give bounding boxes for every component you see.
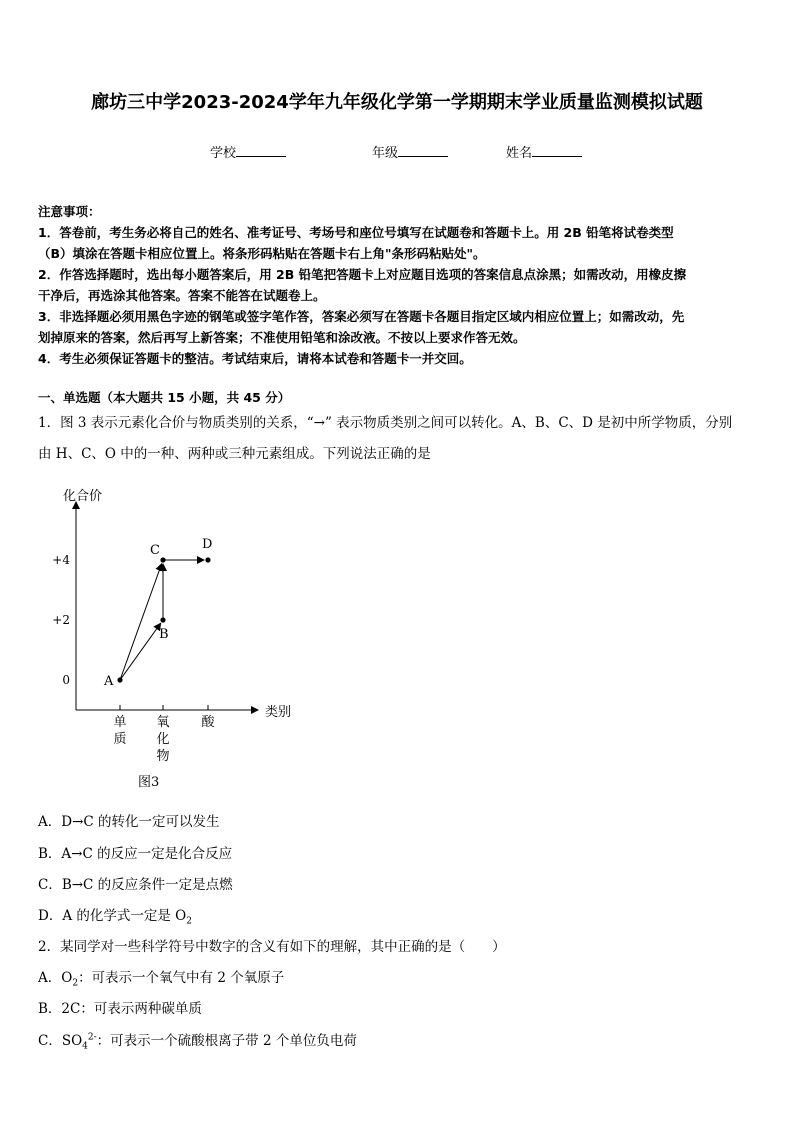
q2-option-a-prefix: A．O bbox=[38, 970, 73, 986]
q2-option-c-sub: 4 bbox=[82, 1041, 88, 1052]
name-blank bbox=[532, 144, 582, 157]
x-axis-label: 类别 bbox=[265, 705, 292, 720]
question-2-stem: 2．某同学对一些科学符号中数字的含义有如下的理解，其中正确的是（ ） bbox=[38, 939, 506, 955]
arrow-a-to-b bbox=[120, 623, 161, 680]
q2-option-c-sup: 2- bbox=[87, 1032, 97, 1043]
notice-line: 3．非选择题必须用黑色字迹的钢笔或签字笔作答，答案必须写在答题卡各题目指定区域内相应位置上；如需改动，先 bbox=[38, 309, 685, 324]
school-blank bbox=[236, 144, 286, 157]
name-label: 姓名 bbox=[506, 146, 533, 161]
q1-option-d-text: D．A 的化学式一定是 O bbox=[38, 908, 187, 924]
y-tick-label: 0 bbox=[62, 673, 70, 687]
q2-option-a-sub: 2 bbox=[72, 978, 79, 989]
name-field bbox=[506, 142, 582, 161]
point-label-b: B bbox=[159, 627, 169, 642]
point-a bbox=[117, 677, 122, 682]
q2-option-a[interactable] bbox=[38, 966, 284, 989]
valence-category-figure bbox=[50, 480, 350, 790]
x-tick-label: 酸 bbox=[201, 715, 215, 730]
grade-label: 年级 bbox=[372, 146, 399, 161]
arrow-a-to-c bbox=[120, 564, 162, 680]
notice-line: 划掉原来的答案，然后再写上新答案；不准使用铅笔和涂改液。不按以上要求作答无效。 bbox=[38, 330, 526, 345]
notice-heading: 注意事项： bbox=[38, 204, 101, 219]
point-label-d: D bbox=[202, 537, 213, 552]
q2-option-b[interactable]: B．2C：可表示两种碳单质 bbox=[38, 1001, 202, 1017]
notice-line: 干净后，再选涂其他答案。答案不能答在试题卷上。 bbox=[38, 288, 326, 303]
q2-option-c[interactable] bbox=[38, 1029, 357, 1052]
notice-block bbox=[38, 201, 758, 369]
grade-field bbox=[372, 142, 448, 161]
notice-line: 1．答卷前，考生务必将自己的姓名、准考证号、考场号和座位号填写在试题卷和答题卡上。用 2B 铅笔将试卷类型 bbox=[38, 225, 674, 240]
figure-caption: 图3 bbox=[138, 775, 160, 790]
y-axis-label: 化合价 bbox=[63, 489, 103, 504]
school-label: 学校 bbox=[210, 146, 237, 161]
notice-line: 4．考生必须保证答题卡的整洁。考试结束后，请将本试卷和答题卡一并交回。 bbox=[38, 351, 472, 366]
question-1-line: 由 H、C、O 中的一种、两种或三种元素组成。下列说法正确的是 bbox=[38, 446, 431, 462]
question-1-stem bbox=[38, 408, 760, 470]
q2-option-a-suffix: ：可表示一个氧气中有 2 个氧原子 bbox=[78, 970, 285, 986]
y-tick-label: +2 bbox=[52, 613, 70, 627]
question-1-line: 1．图 3 表示元素化合价与物质类别的关系，“→” 表示物质类别之间可以转化。A、B、C、D 是初中所学物质，分别 bbox=[38, 415, 733, 431]
q2-option-c-prefix: C．SO bbox=[38, 1033, 83, 1049]
exam-title: 廊坊三中学2023-2024学年九年级化学第一学期期末学业质量监测模拟试题 bbox=[91, 92, 703, 113]
q1-option-c[interactable]: C．B→C 的反应条件一定是点燃 bbox=[38, 877, 233, 893]
point-b bbox=[160, 617, 165, 622]
x-tick-label: 单质 bbox=[113, 715, 127, 747]
x-tick-group bbox=[113, 705, 215, 764]
q1-option-d[interactable] bbox=[38, 904, 192, 927]
notice-line: （B）填涂在答题卡相应位置上。将条形码粘贴在答题卡右上角"条形码粘贴处"。 bbox=[38, 246, 486, 261]
y-tick-label: +4 bbox=[52, 553, 70, 567]
q1-option-a[interactable]: A．D→C 的转化一定可以发生 bbox=[38, 814, 220, 830]
point-label-c: C bbox=[150, 543, 160, 558]
x-tick-label: 氧化物 bbox=[156, 715, 170, 764]
y-tick-group bbox=[52, 553, 70, 687]
school-field bbox=[210, 142, 286, 161]
grade-blank bbox=[398, 144, 448, 157]
q2-option-c-suffix: ：可表示一个硫酸根离子带 2 个单位负电荷 bbox=[96, 1033, 357, 1049]
point-label-a: A bbox=[104, 674, 114, 689]
q1-option-d-sub: 2 bbox=[186, 916, 192, 927]
section-heading: 一、单选题（本大题共 15 小题，共 45 分） bbox=[38, 390, 291, 405]
point-d bbox=[205, 557, 210, 562]
point-c bbox=[160, 557, 165, 562]
q1-option-b[interactable]: B．A→C 的反应一定是化合反应 bbox=[38, 846, 233, 862]
notice-line: 2．作答选择题时，选出每小题答案后，用 2B 铅笔把答题卡上对应题目选项的答案信息点涂黑；如需改动，用橡皮擦 bbox=[38, 267, 687, 282]
